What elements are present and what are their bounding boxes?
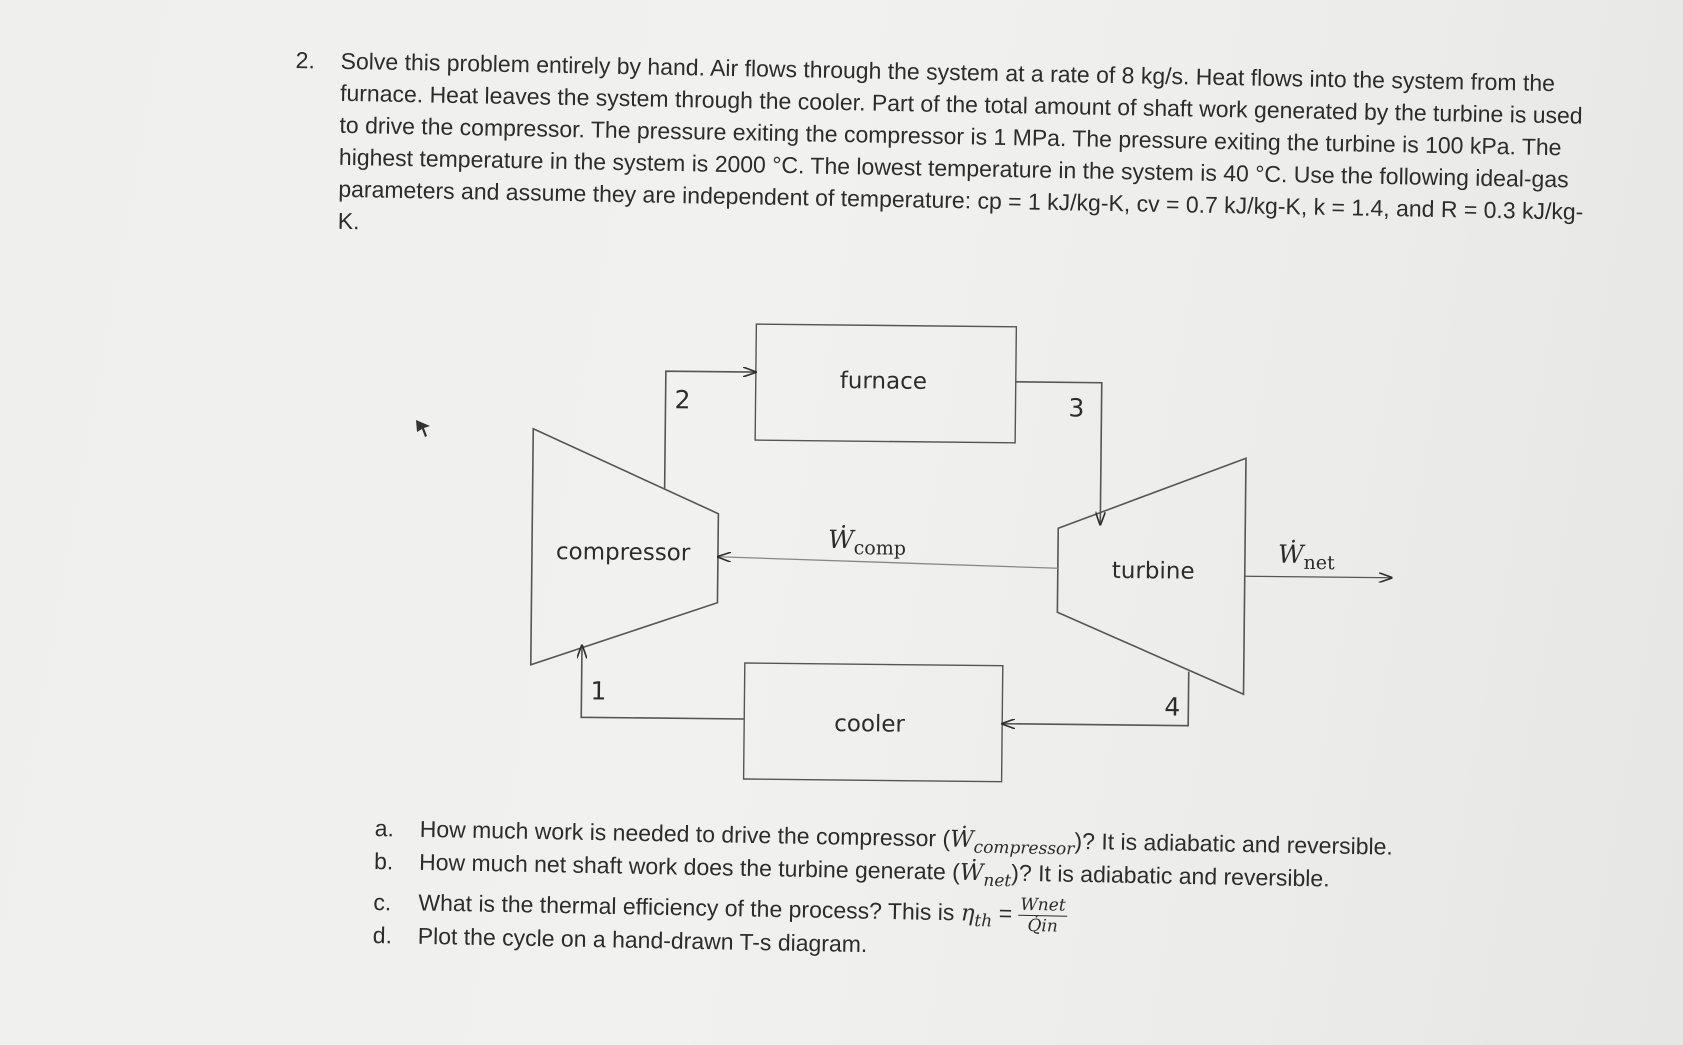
turbine-label: turbine xyxy=(1111,557,1195,585)
problem-number: 2. xyxy=(295,46,316,74)
state-4-label: 4 xyxy=(1164,692,1181,722)
question-b-post: )? It is adiabatic and reversible. xyxy=(1011,859,1330,892)
question-d-text: Plot the cycle on a hand-drawn T-s diagram. xyxy=(417,922,868,958)
question-b-letter: b. xyxy=(373,847,394,875)
efficiency-fraction xyxy=(1018,895,1068,937)
question-c-eta-sub: th xyxy=(974,911,993,932)
stream-4-line xyxy=(1002,670,1189,726)
compressor-label: compressor xyxy=(555,539,691,567)
question-c-letter: c. xyxy=(373,888,392,915)
question-a-sub: compressor xyxy=(973,837,1075,860)
work-net-shaft xyxy=(1245,576,1392,578)
fraction-denominator: Q̇in xyxy=(1027,915,1058,937)
work-net-label: Ẇ$_{net}$ xyxy=(1277,539,1335,575)
state-2-label: 2 xyxy=(674,385,691,415)
cooler-label: cooler xyxy=(834,710,906,738)
question-c-eta: η xyxy=(960,900,975,927)
question-d-letter: d. xyxy=(372,921,393,949)
question-b-text: How much net shaft work does the turbine generate ( xyxy=(418,848,961,885)
question-c-equals: = xyxy=(992,899,1013,927)
state-3-label: 3 xyxy=(1068,393,1085,423)
mouse-cursor-icon xyxy=(414,418,434,442)
state-1-label: 1 xyxy=(590,676,607,706)
stream-3-line xyxy=(1014,382,1101,525)
problem-text: Solve this problem entirely by hand. Air flows through the system at a rate of 8 kg/s. Heat flows into the system from the furnace. Heat leaves the system through the cooler. Part of the total amount of shaft work generated by the turbine is used to drive the compressor. The pressure exiting the compressor is 1 MPa. The pressure exiting the turbine is 100 kPa. The highest temperature in the system is 2000 °C. The lowest temperature in the system is 40 °C. Use the following ideal-gas parameters and assume they are independent of temperature: cp = 1 kJ/kg-K, cv = 0.7 kJ/kg-K, k = 1.4, and R = 0.3 kJ/kg-K. xyxy=(337,47,1584,235)
furnace-label: furnace xyxy=(839,367,928,395)
fraction-numerator: Wnet xyxy=(1018,895,1068,917)
question-a-post: )? It is adiabatic and reversible. xyxy=(1074,827,1394,860)
work-comp-label: Ẇ$_{comp}$ xyxy=(827,524,907,560)
question-c-text: What is the thermal efficiency of the process? This is xyxy=(418,889,962,926)
question-b-sub: net xyxy=(983,870,1012,892)
question-a-symbol: Ẇ xyxy=(949,826,975,853)
question-a-text: How much work is needed to drive the compressor ( xyxy=(419,815,951,852)
question-b-symbol: Ẇ xyxy=(959,859,984,887)
question-a-letter: a. xyxy=(374,815,395,842)
